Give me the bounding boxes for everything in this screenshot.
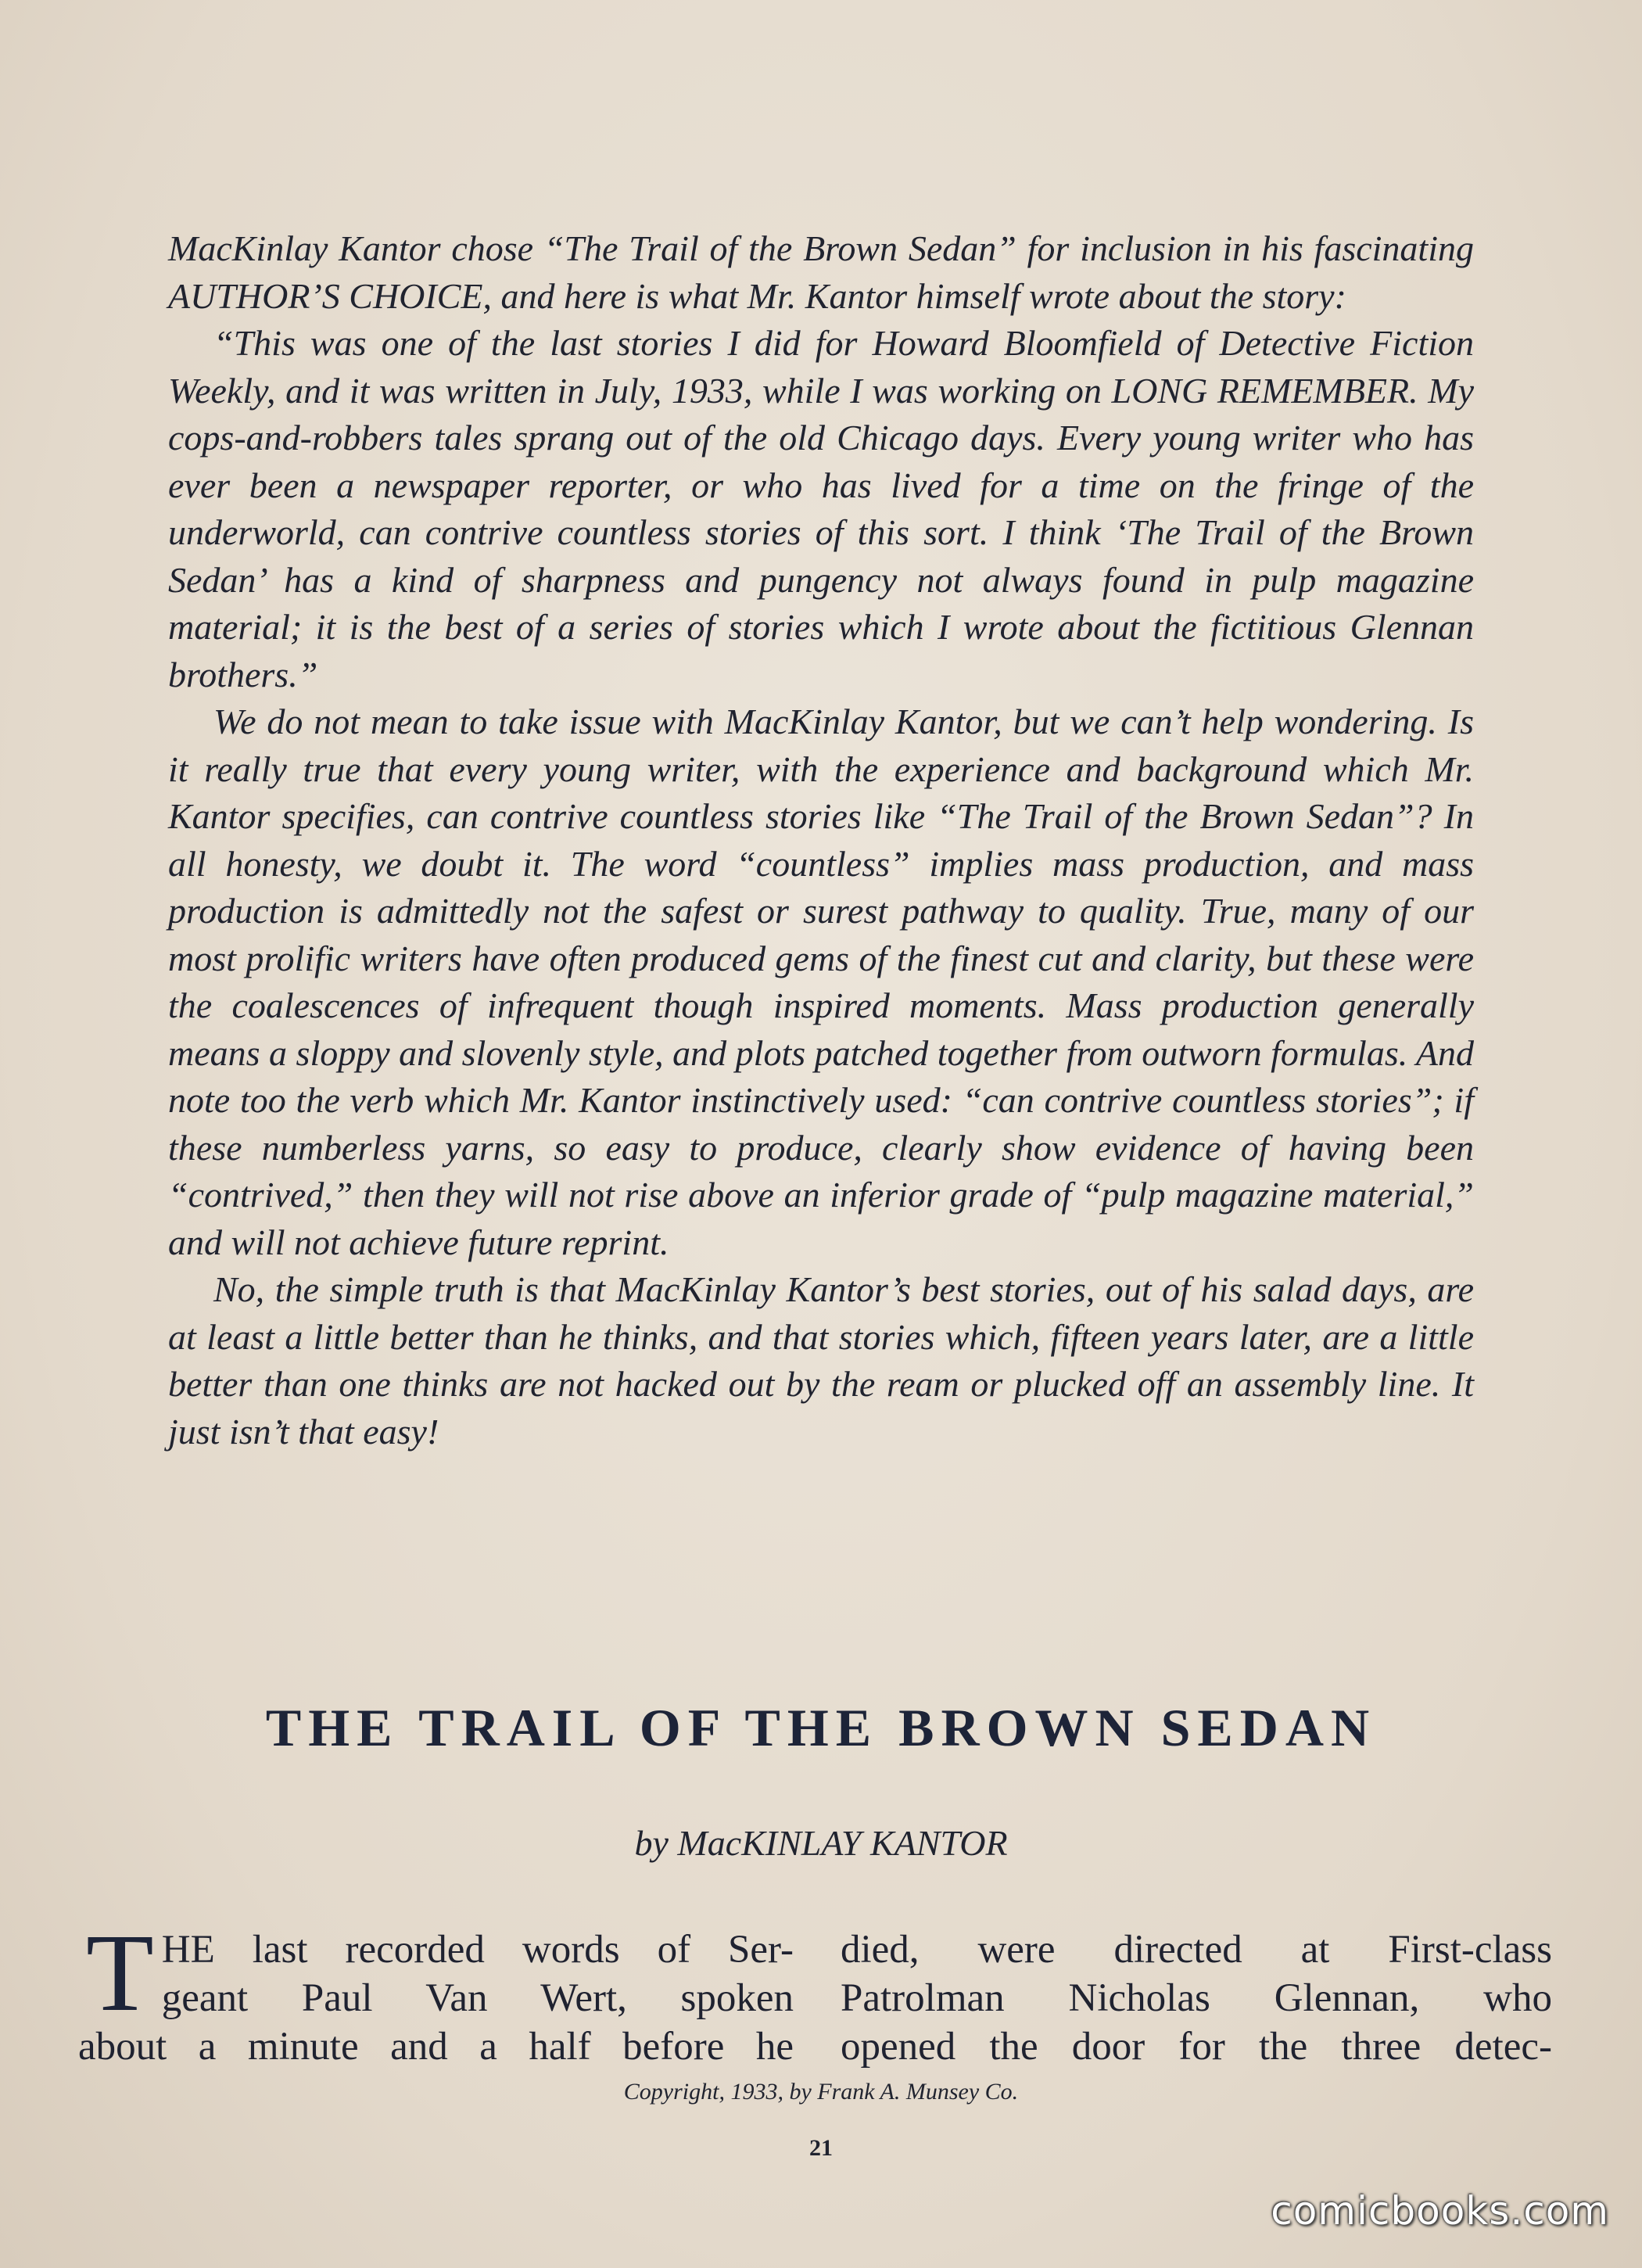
intro-paragraph-3: We do not mean to take issue with MacKinlay Kantor, but we can’t help wondering. Is it really true that every young writer, with the experience and background which Mr. Kantor specifies, can contrive countless stories like “The Trail of the Brown Sedan”? In all honesty, we doubt it. The word “countless” implies mass production, and mass production is admittedly not the safest or surest pathway to quality. True, many of our most prolific writers have often produced gems of the finest cut and clarity, but these were the coalescences of infrequent though inspired moments. Mass production generally means a sloppy and slovenly style, and plots patched together from outworn formulas. And note too the verb which Mr. Kantor instinctively used: “can contrive countless stories”; if these numberless yarns, so easy to produce, clearly show evidence of having been “contrived,” then they will not rise above an inferior grade of “pulp magazine material,” and will not achieve future reprint. — [168, 702, 1474, 1262]
story-line: HE last recorded words of Ser- — [161, 1928, 794, 1972]
watermark-logo: comicbooks.com — [1271, 2188, 1609, 2234]
story-line: opened the door for the three detec- — [841, 2025, 1552, 2069]
copyright-notice: Copyright, 1933, by Frank A. Munsey Co. — [623, 2079, 1019, 2105]
page-number: 21 — [809, 2135, 833, 2161]
story-line: died, were directed at First-class — [841, 1928, 1552, 1972]
intro-paragraph-4: No, the simple truth is that MacKinlay Kantor’s best stories, out of his salad days, are at least a little better than he thinks, and that stories which, fifteen years later, are a little better than one thinks are not hacked out by the ream or plucked off an assembly line. It just isn’t that easy! — [168, 1269, 1474, 1452]
drop-cap: T — [86, 1911, 154, 2034]
story-byline: by MacKINLAY KANTOR — [634, 1823, 1008, 1863]
story-line: geant Paul Van Wert, spoken — [161, 1976, 794, 2020]
story-column-right — [841, 1925, 1552, 2071]
story-column-left — [78, 1911, 794, 2071]
story-title: THE TRAIL OF THE BROWN SEDAN — [265, 1698, 1377, 1757]
story-line: about a minute and a half before he — [78, 2025, 794, 2069]
story-line: Patrolman Nicholas Glennan, who — [841, 1976, 1552, 2020]
intro-paragraph-1: MacKinlay Kantor chose “The Trail of the Brown Sedan” for inclusion in his fascinating AUTHOR’S CHOICE, and here is what Mr. Kantor himself wrote about the story: — [168, 228, 1474, 316]
intro-paragraph-2: “This was one of the last stories I did for Howard Bloomfield of Detective Fiction Weekly, and it was written in July, 1933, while I was working on LONG REMEMBER. My cops-and-robbers tales sprang out of the old Chicago days. Every young writer who has ever been a newspaper reporter, or who has lived for a time on the fringe of the underworld, can contrive countless stories of this sort. I think ‘The Trail of the Brown Sedan’ has a kind of sharpness and pungency not always found in pulp magazine material; it is the best of a series of stories which I wrote about the fictitious Glennan brothers.” — [168, 323, 1474, 694]
editorial-intro — [168, 225, 1474, 1455]
